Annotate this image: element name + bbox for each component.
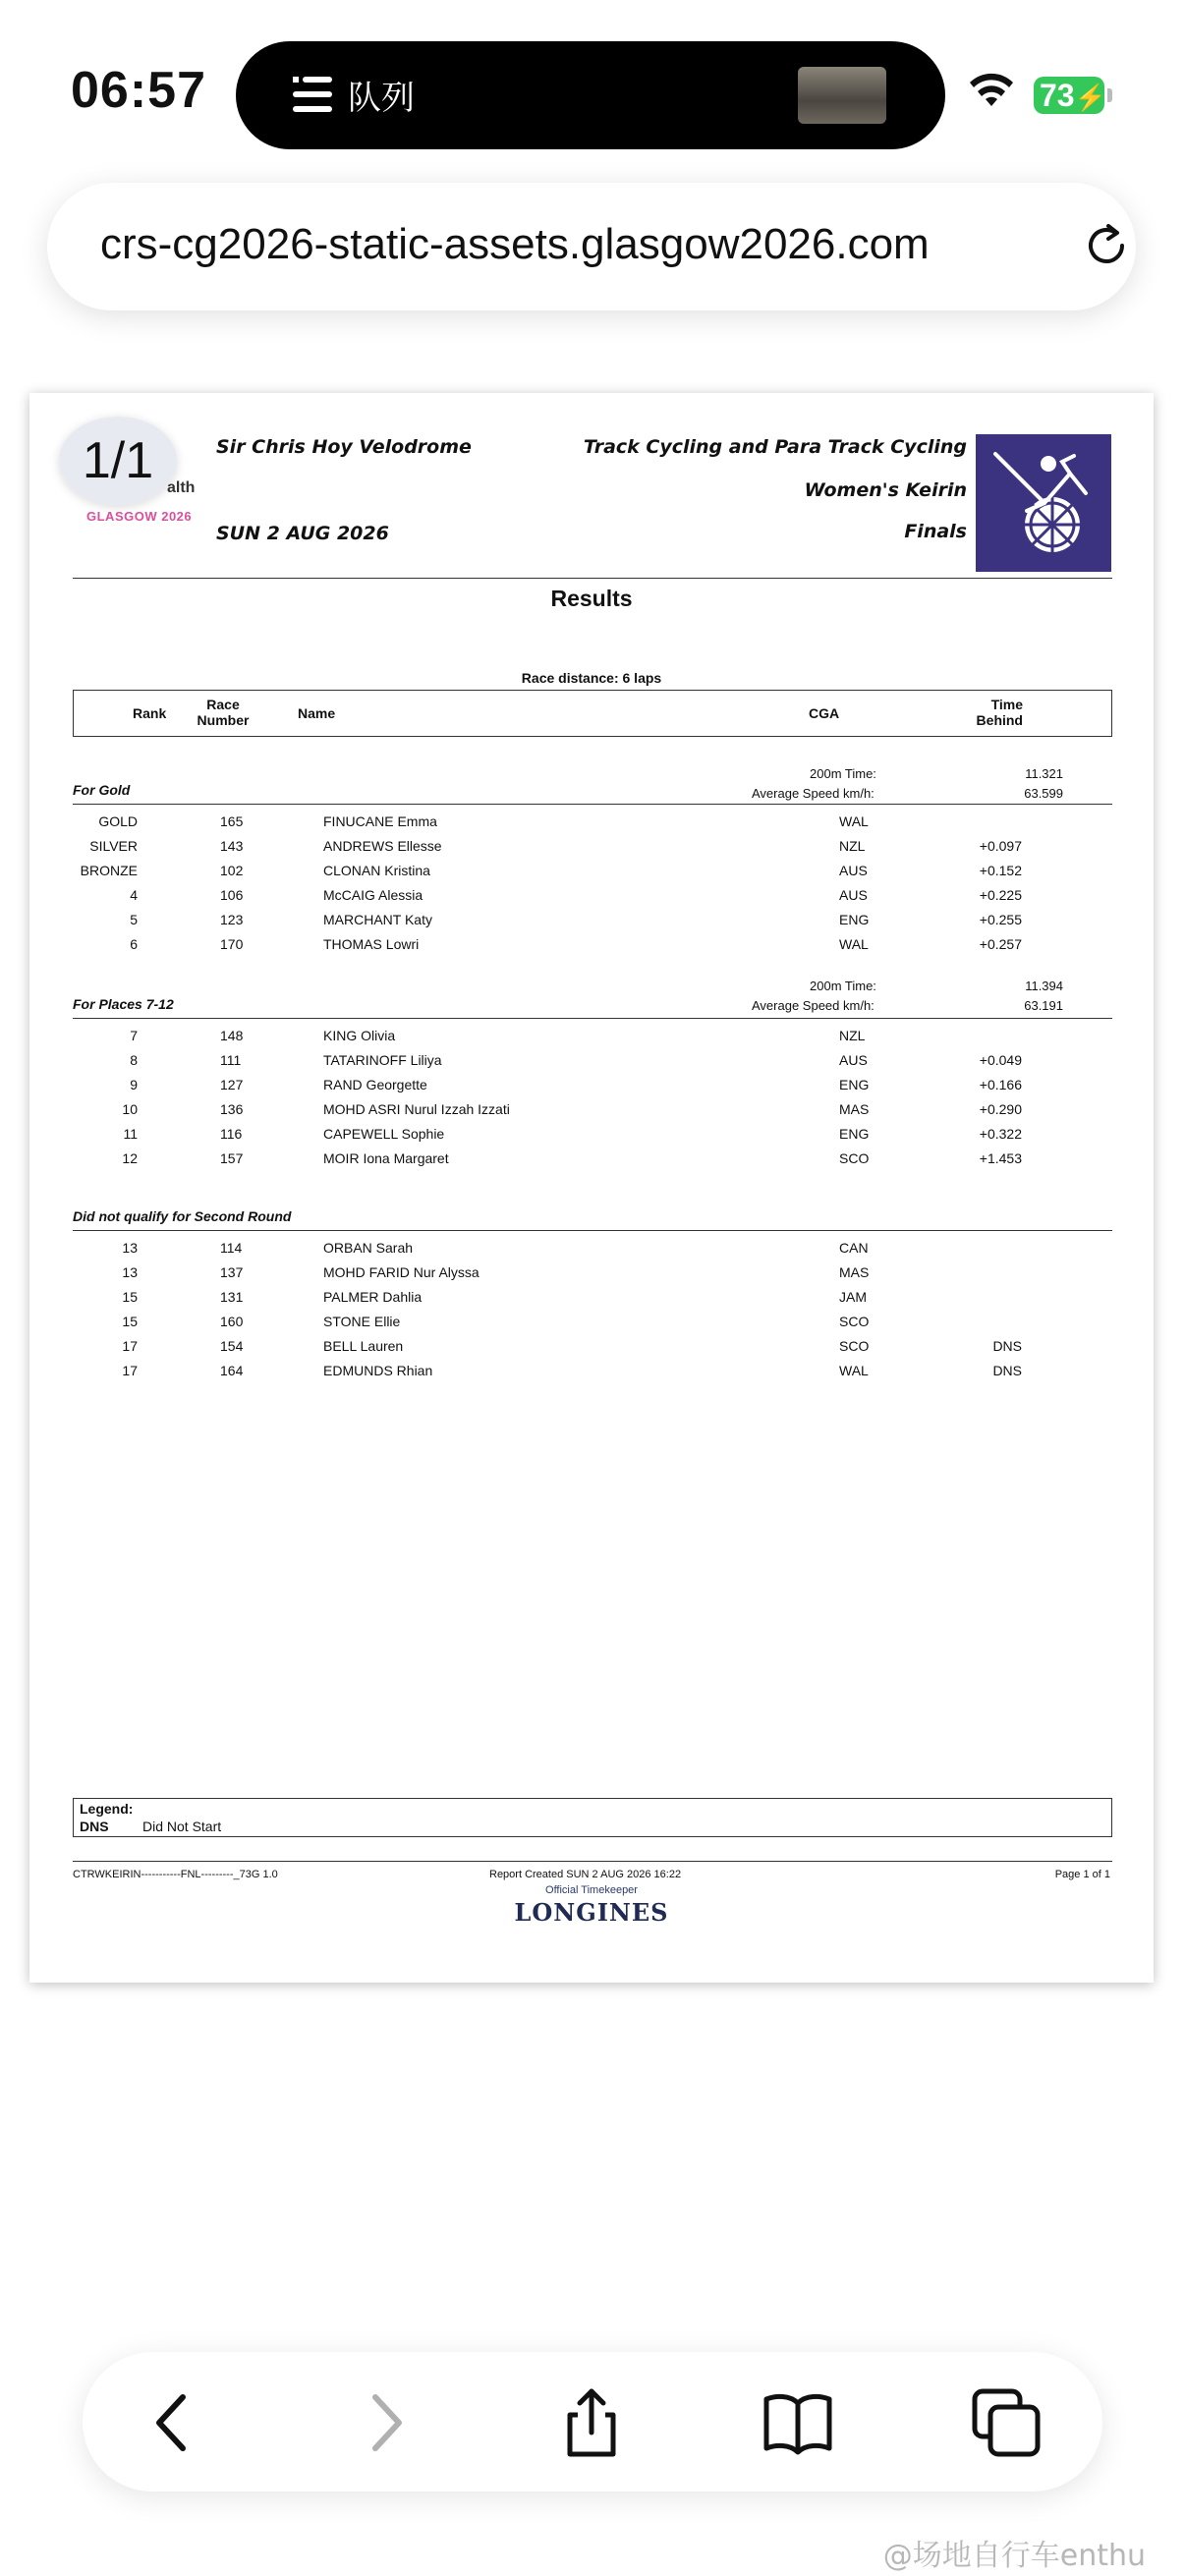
battery-level: 73 [1040,78,1075,113]
cell-rank: BRONZE [80,863,138,878]
header-rank: Rank [133,705,167,721]
legend-title: Legend: [80,1801,134,1817]
cell-time-behind: +0.255 [979,912,1022,927]
event-name: Women's Keirin [804,479,967,501]
group-label-gold: For Gold [73,782,131,798]
cell-cga: MAS [839,1264,870,1280]
legend-box [73,1798,1112,1837]
cell-race-number: 106 [220,887,244,903]
cell-name: FINUCANE Emma [323,813,437,829]
cell-name: THOMAS Lowri [323,936,420,952]
footer-divider [73,1861,1112,1862]
cell-name: CLONAN Kristina [323,863,430,878]
cell-cga: SCO [839,1314,870,1329]
cell-time-behind: +0.322 [979,1126,1022,1142]
cell-cga: WAL [839,1363,869,1378]
sport-name: Track Cycling and Para Track Cycling [583,436,967,458]
event-phase: Finals [904,521,967,542]
share-icon[interactable] [556,2387,627,2458]
table-row [73,883,1112,908]
cell-name: BELL Lauren [323,1338,404,1354]
cell-race-number: 148 [220,1028,244,1043]
cell-cga: ENG [839,1126,870,1142]
status-time: 06:57 [71,62,206,119]
table-row [73,1073,1112,1097]
cell-time-behind: +0.049 [979,1052,1022,1068]
cell-name: MOHD FARID Nur Alyssa [323,1264,480,1280]
cell-time-behind: +0.257 [979,936,1022,952]
event-date: SUN 2 AUG 2026 [216,523,389,544]
cell-time-behind: +0.225 [979,887,1022,903]
games-logo-text: alth [167,479,196,496]
group-gold-200m-label: 200m Time: [810,766,876,781]
cell-cga: SCO [839,1150,870,1166]
cell-cga: AUS [839,863,868,878]
cell-cga: SCO [839,1338,870,1354]
cell-rank: 6 [130,936,138,952]
table-row [73,1359,1112,1383]
venue-name: Sir Chris Hoy Velodrome [216,436,472,458]
cell-cga: ENG [839,912,870,927]
cell-name: RAND Georgette [323,1077,427,1092]
cell-name: MOIR Iona Margaret [323,1150,449,1166]
report-created: Report Created SUN 2 AUG 2026 16:22 [489,1869,682,1880]
cell-rank: 8 [130,1052,138,1068]
cell-cga: WAL [839,936,869,952]
cell-rank: 17 [122,1363,138,1378]
cell-cga: AUS [839,887,868,903]
cell-name: KING Olivia [323,1028,396,1043]
group-label-places: For Places 7-12 [73,996,174,1012]
cell-name: ORBAN Sarah [323,1240,414,1256]
group-gold-speed-value: 63.599 [1024,786,1063,801]
cell-time-behind: +0.166 [979,1077,1022,1092]
group-places-speed-label: Average Speed km/h: [752,998,875,1013]
cell-race-number: 127 [220,1077,244,1092]
cell-race-number: 143 [220,838,244,854]
table-row [73,932,1112,957]
cell-time-behind: +1.453 [979,1150,1022,1166]
cell-race-number: 123 [220,912,244,927]
cell-cga: AUS [839,1052,868,1068]
cell-time-behind: DNS [992,1363,1022,1378]
legend-code: DNS [80,1819,109,1834]
group-places-200m-label: 200m Time: [810,979,876,993]
cell-time-behind: +0.290 [979,1101,1022,1117]
cell-race-number: 165 [220,813,244,829]
cell-rank: 12 [122,1150,138,1166]
cell-cga: CAN [839,1240,869,1256]
table-row [73,1310,1112,1334]
cell-race-number: 164 [220,1363,244,1378]
table-row [73,908,1112,932]
pdf-page [29,393,1154,1983]
page-counter-badge: 1/1 [59,417,177,505]
table-row [73,810,1112,834]
cell-cga: JAM [839,1289,867,1305]
cell-rank: 13 [122,1264,138,1280]
back-icon[interactable] [138,2387,208,2458]
group-places-speed-value: 63.191 [1024,998,1063,1013]
table-row [73,1097,1112,1122]
now-playing-label: 队列 [348,79,415,118]
cell-name: STONE Ellie [323,1314,401,1329]
cell-name: MOHD ASRI Nurul Izzah Izzati [323,1101,510,1117]
table-row [73,1122,1112,1147]
cell-name: ANDREWS Ellesse [323,838,442,854]
table-row [73,1147,1112,1171]
header-race-number: Race Number [197,697,250,728]
document-code: CTRWKEIRIN-----------FNL---------_73G 1.0 [73,1869,278,1880]
cell-cga: ENG [839,1077,870,1092]
cell-name: MARCHANT Katy [323,912,432,927]
table-row [73,1024,1112,1048]
group-gold-speed-label: Average Speed km/h: [752,786,875,801]
cell-name: McCAIG Alessia [323,887,423,903]
header-divider [73,578,1112,579]
track-cycling-pictogram [976,434,1111,572]
cell-race-number: 111 [220,1052,242,1068]
header-cga: CGA [809,705,840,721]
race-distance: Race distance: 6 laps [521,670,662,686]
cell-race-number: 102 [220,863,244,878]
cell-rank: 15 [122,1314,138,1329]
wifi-icon [967,71,1016,110]
longines-logo: LONGINES [514,1898,669,1927]
header-name: Name [298,705,336,721]
table-row [73,1236,1112,1260]
header-time-behind: Time Behind [976,697,1023,728]
games-logo-city: GLASGOW 2026 [86,509,193,524]
group-places-200m-value: 11.394 [1025,979,1063,993]
group-gold-200m-value: 11.321 [1025,766,1063,781]
cell-cga: MAS [839,1101,870,1117]
legend-meaning: Did Not Start [142,1819,222,1834]
queue-list-icon [293,71,336,118]
cell-name: CAPEWELL Sophie [323,1126,445,1142]
group-divider [73,1230,1112,1231]
now-playing-thumbnail [798,67,886,124]
cell-rank: 9 [130,1077,138,1092]
table-row [73,1285,1112,1310]
bookmarks-icon[interactable] [762,2387,833,2458]
cell-time-behind: +0.152 [979,863,1022,878]
cell-rank: 5 [130,912,138,927]
results-title: Results [550,586,633,611]
battery-cap [1107,88,1112,102]
group-divider [73,1018,1112,1019]
battery-indicator [1034,77,1104,114]
cell-cga: NZL [839,838,866,854]
reload-icon[interactable] [1079,218,1134,273]
cell-time-behind: DNS [992,1338,1022,1354]
cell-name: EDMUNDS Rhian [323,1363,433,1378]
group-divider [73,804,1112,805]
cell-race-number: 154 [220,1338,244,1354]
cell-name: PALMER Dahlia [323,1289,423,1305]
cell-race-number: 137 [220,1264,244,1280]
cell-time-behind: +0.097 [979,838,1022,854]
cell-name: TATARINOFF Liliya [323,1052,442,1068]
cell-race-number: 131 [220,1289,244,1305]
table-row [73,1334,1112,1359]
page-number: Page 1 of 1 [1054,1869,1110,1880]
table-header [73,690,1112,737]
url-text[interactable]: crs-cg2026-static-assets.glasgow2026.com [100,220,930,268]
table-row [73,1260,1112,1285]
timekeeper-label: Official Timekeeper [545,1884,638,1896]
table-row [73,859,1112,883]
cell-cga: NZL [839,1028,866,1043]
browser-toolbar [83,2352,1102,2492]
cell-rank: 4 [130,887,138,903]
table-row [73,834,1112,859]
watermark: @场地自行车enthu [882,2539,1146,2573]
tabs-icon[interactable] [971,2387,1042,2458]
cell-race-number: 136 [220,1101,244,1117]
cell-race-number: 114 [220,1240,243,1256]
cell-rank: 15 [122,1289,138,1305]
cell-race-number: 170 [220,936,244,952]
dynamic-island[interactable] [236,41,945,149]
charging-icon: ⚡ [1074,83,1106,112]
group-label-dnq: Did not qualify for Second Round [73,1208,292,1224]
cell-cga: WAL [839,813,869,829]
cell-race-number: 157 [220,1150,244,1166]
cell-rank: 7 [130,1028,138,1043]
address-bar[interactable] [47,183,1136,310]
table-row [73,1048,1112,1073]
cell-rank: 13 [122,1240,138,1256]
cell-race-number: 116 [220,1126,243,1142]
cell-rank: 10 [122,1101,138,1117]
cell-rank: 17 [122,1338,138,1354]
cell-rank: GOLD [98,813,138,829]
forward-icon[interactable] [350,2387,421,2458]
cell-rank: SILVER [89,838,138,854]
cell-rank: 11 [123,1126,138,1142]
cell-race-number: 160 [220,1314,244,1329]
